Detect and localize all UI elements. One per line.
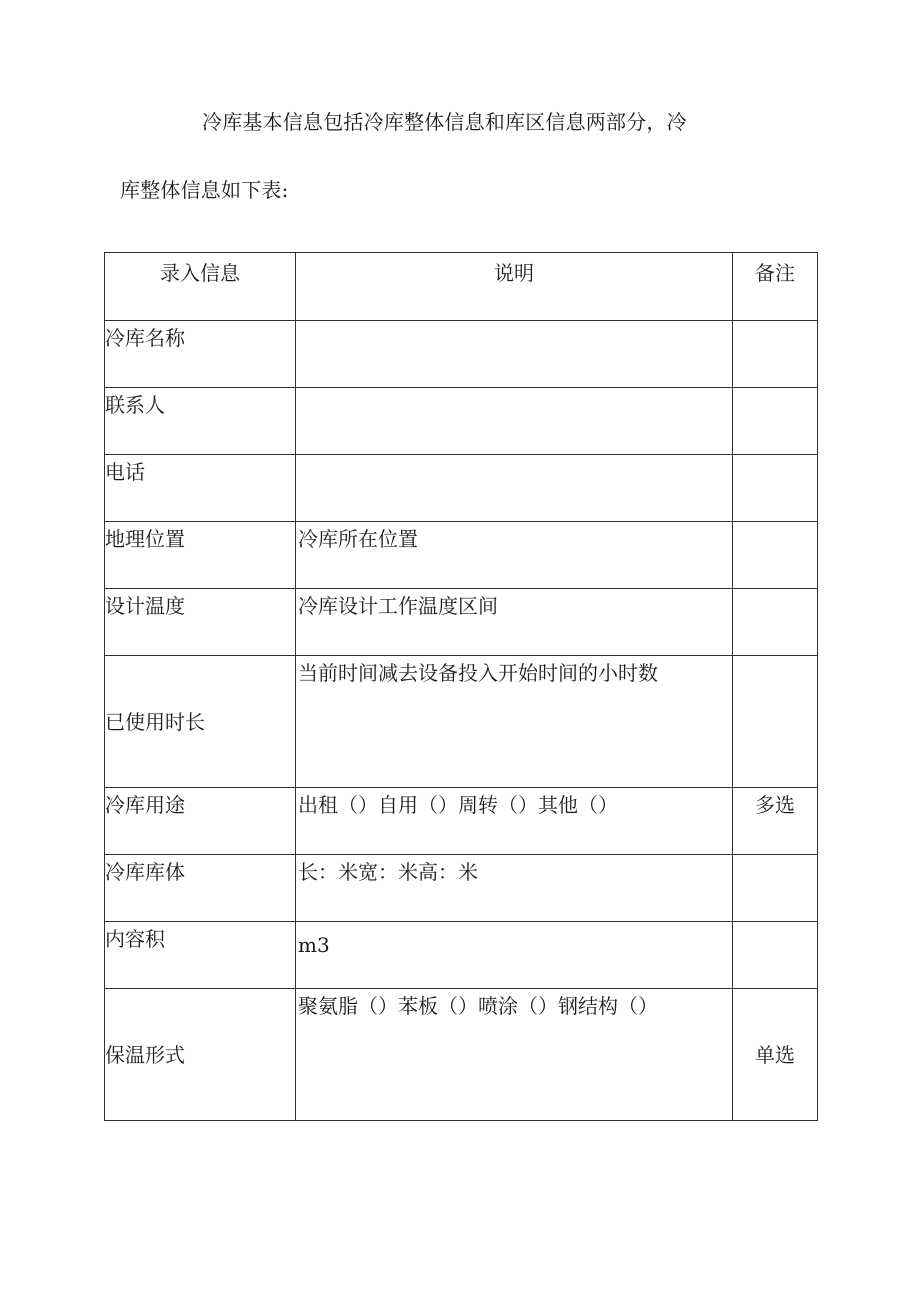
desc-cell xyxy=(296,321,733,388)
table-row xyxy=(105,922,818,989)
field-cell: 电话 xyxy=(105,455,296,522)
intro-line-1: 冷库基本信息包括冷库整体信息和库区信息两部分，冷 xyxy=(202,110,687,134)
field-cell: 保温形式 xyxy=(105,989,296,1121)
desc-cell: 聚氨脂（）苯板（）喷涂（）钢结构（） xyxy=(296,989,733,1121)
table-row xyxy=(105,522,818,589)
desc-cell: 冷库设计工作温度区间 xyxy=(296,589,733,656)
note-cell xyxy=(733,455,818,522)
desc-cell: 冷库所在位置 xyxy=(296,522,733,589)
desc-cell: 当前时间减去设备投入开始时间的小时数 xyxy=(296,656,733,788)
field-cell: 联系人 xyxy=(105,388,296,455)
table-row xyxy=(105,321,818,388)
header-cell-note: 备注 xyxy=(733,253,818,321)
desc-cell: m3 xyxy=(296,922,733,989)
table-row xyxy=(105,455,818,522)
note-cell xyxy=(733,522,818,589)
field-cell: 内容积 xyxy=(105,922,296,989)
note-cell xyxy=(733,922,818,989)
field-cell: 设计温度 xyxy=(105,589,296,656)
table-row xyxy=(105,989,818,1121)
field-cell: 地理位置 xyxy=(105,522,296,589)
table-row xyxy=(105,656,818,788)
header-cell-field: 录入信息 xyxy=(105,253,296,321)
table-row xyxy=(105,788,818,855)
table-row xyxy=(105,388,818,455)
table-row xyxy=(105,855,818,922)
field-cell: 冷库用途 xyxy=(105,788,296,855)
field-cell: 冷库库体 xyxy=(105,855,296,922)
desc-cell xyxy=(296,455,733,522)
header-cell-desc: 说明 xyxy=(296,253,733,321)
note-cell xyxy=(733,855,818,922)
note-cell xyxy=(733,321,818,388)
note-cell: 单选 xyxy=(733,989,818,1121)
table-row xyxy=(105,589,818,656)
desc-cell: 长：米宽：米高：米 xyxy=(296,855,733,922)
note-cell xyxy=(733,656,818,788)
field-cell: 冷库名称 xyxy=(105,321,296,388)
note-cell xyxy=(733,388,818,455)
table-header-row xyxy=(105,253,818,321)
note-cell: 多选 xyxy=(733,788,818,855)
note-cell xyxy=(733,589,818,656)
cold-storage-info-table xyxy=(104,252,818,1121)
intro-line-2: 库整体信息如下表: xyxy=(120,178,289,202)
desc-cell xyxy=(296,388,733,455)
field-cell: 已使用时长 xyxy=(105,656,296,788)
desc-cell: 出租（）自用（）周转（）其他（） xyxy=(296,788,733,855)
